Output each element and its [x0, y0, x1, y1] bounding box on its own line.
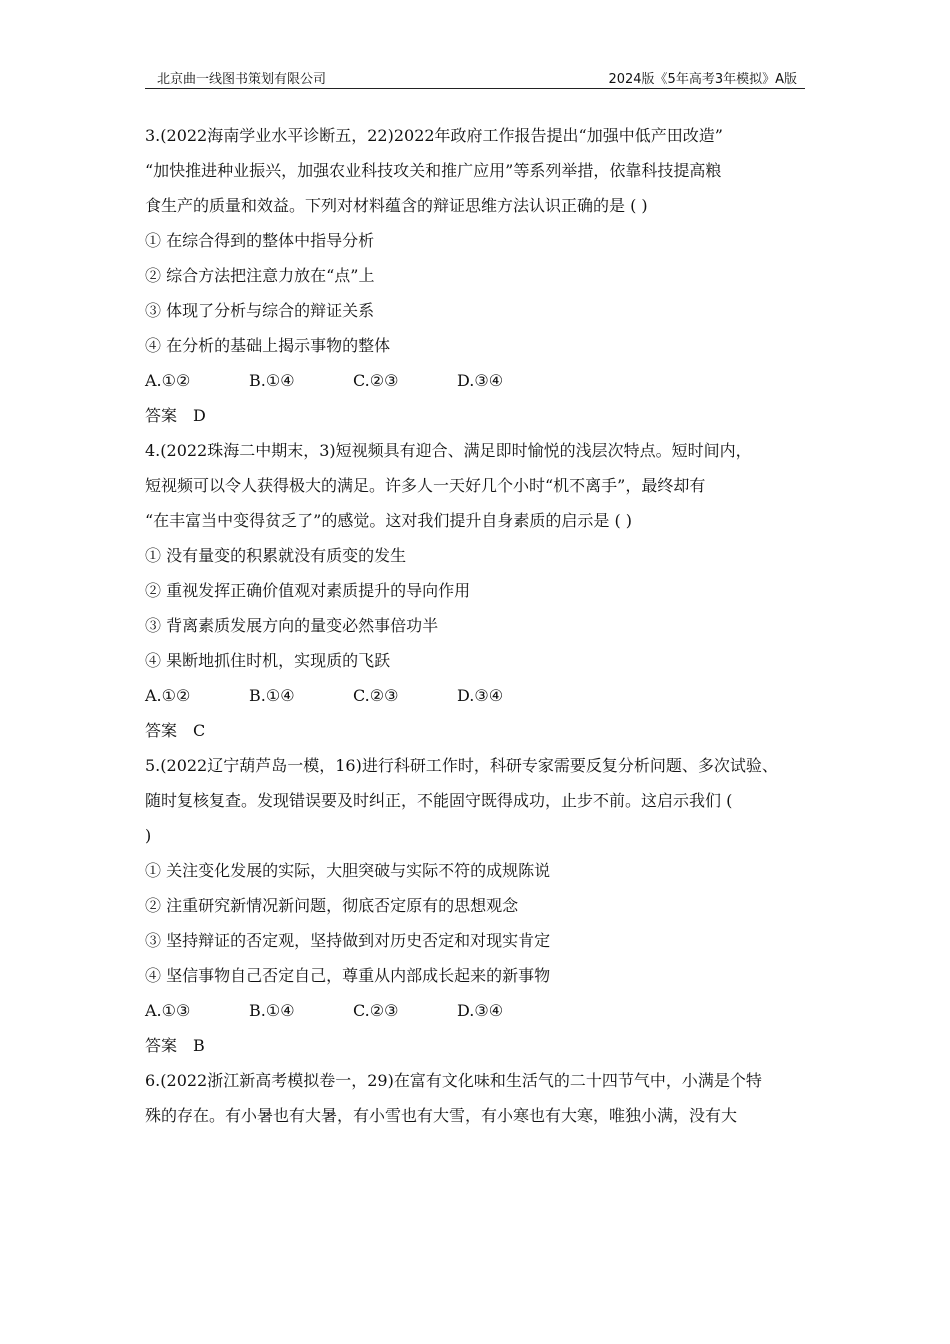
choice-d: D.③④ [457, 1001, 504, 1020]
choice-d: D.③④ [457, 371, 504, 390]
question-stem-line: 短视频可以令人获得极大的满足。许多人一天好几个小时“机不离手”，最终却有 [145, 476, 706, 495]
statement-option: ② 重视发挥正确价值观对素质提升的导向作用 [145, 581, 471, 600]
question-3 [145, 118, 820, 433]
statement-option: ③ 体现了分析与综合的辩证关系 [145, 301, 375, 320]
question-stem-line: 食生产的质量和效益。下列对材料蕴含的辩证思维方法认识正确的是 ( ) [145, 196, 648, 215]
answer-key: 答案 D [145, 406, 206, 425]
question-stem-line: 5.(2022辽宁葫芦岛一模，16)进行科研工作时，科研专家需要反复分析问题、多次试验、 [145, 756, 778, 775]
question-5 [145, 748, 820, 1063]
choice-c: C.②③ [353, 371, 399, 390]
question-4 [145, 433, 820, 748]
question-stem-line: 3.(2022海南学业水平诊断五，22)2022年政府工作报告提出“加强中低产田改造” [145, 126, 723, 145]
choice-b: B.①④ [249, 1001, 295, 1020]
choice-d: D.③④ [457, 686, 504, 705]
choice-a: A.①③ [145, 1001, 191, 1020]
statement-option: ① 没有量变的积累就没有质变的发生 [145, 546, 407, 565]
answer-choices [145, 363, 820, 398]
book-edition: 2024版《5年高考3年模拟》A版 [608, 72, 797, 87]
question-stem-line: ) [145, 826, 152, 845]
answer-choices [145, 993, 820, 1028]
question-stem-line: 殊的存在。有小暑也有大暑，有小雪也有大雪，有小寒也有大寒，唯独小满，没有大 [145, 1106, 738, 1125]
document-body [145, 118, 820, 1133]
choice-b: B.①④ [249, 371, 295, 390]
statement-option: ② 注重研究新情况新问题，彻底否定原有的思想观念 [145, 896, 519, 915]
statement-option: ④ 坚信事物自己否定自己，尊重从内部成长起来的新事物 [145, 966, 551, 985]
statement-option: ① 在综合得到的整体中指导分析 [145, 231, 375, 250]
question-stem-line: 6.(2022浙江新高考模拟卷一，29)在富有文化味和生活气的二十四节气中，小满是个特 [145, 1071, 762, 1090]
statement-option: ④ 在分析的基础上揭示事物的整体 [145, 336, 391, 355]
statement-option: ③ 坚持辩证的否定观，坚持做到对历史否定和对现实肯定 [145, 931, 551, 950]
choice-a: A.①② [145, 371, 191, 390]
statement-option: ② 综合方法把注意力放在“点”上 [145, 266, 375, 285]
answer-key: 答案 B [145, 1036, 205, 1055]
question-stem-line: 4.(2022珠海二中期末，3)短视频具有迎合、满足即时愉悦的浅层次特点。短时间内， [145, 441, 752, 460]
choice-b: B.①④ [249, 686, 295, 705]
question-stem-line: “在丰富当中变得贫乏了”的感觉。这对我们提升自身素质的启示是 ( ) [145, 511, 633, 530]
publisher-name: 北京曲一线图书策划有限公司 [157, 72, 327, 87]
question-stem-line: “加快推进种业振兴，加强农业科技攻关和推广应用”等系列举措，依靠科技提高粮 [145, 161, 722, 180]
choice-a: A.①② [145, 686, 191, 705]
choice-c: C.②③ [353, 1001, 399, 1020]
question-stem-line: 随时复核复查。发现错误要及时纠正，不能固守既得成功，止步不前。这启示我们 ( [145, 791, 733, 810]
statement-option: ③ 背离素质发展方向的量变必然事倍功半 [145, 616, 439, 635]
choice-c: C.②③ [353, 686, 399, 705]
question-6 [145, 1063, 820, 1133]
statement-option: ④ 果断地抓住时机，实现质的飞跃 [145, 651, 391, 670]
statement-option: ① 关注变化发展的实际，大胆突破与实际不符的成规陈说 [145, 861, 551, 880]
answer-choices [145, 678, 820, 713]
page-header [145, 66, 805, 89]
answer-key: 答案 C [145, 721, 206, 740]
